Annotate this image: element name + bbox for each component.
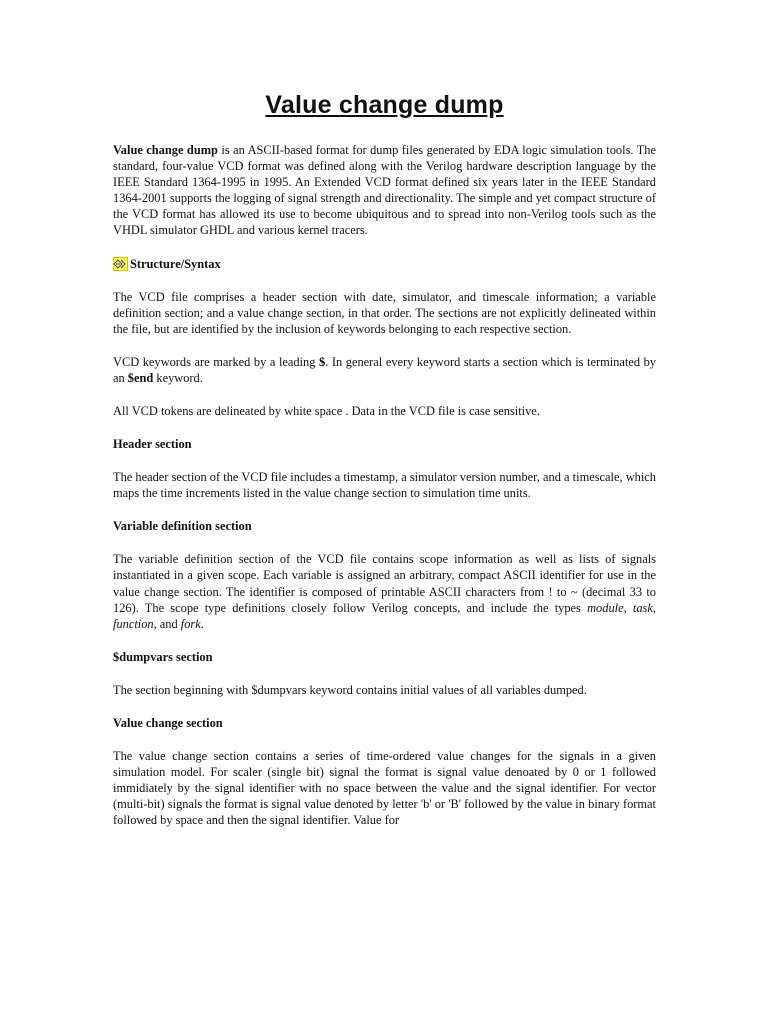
type-module: module (587, 600, 624, 615)
value-change-section-heading: Value change section (113, 715, 223, 730)
p2-end-keyword: $end (127, 370, 154, 385)
variable-section-heading: Variable definition section (113, 519, 252, 534)
type-fork: fork (180, 616, 201, 631)
sep-2: , (652, 600, 656, 615)
variable-section-paragraph (113, 551, 656, 631)
p2-text-c: keyword. (153, 370, 203, 385)
dumpvars-section-heading: $dumpvars section (113, 649, 213, 664)
sentence-end: . (200, 616, 204, 631)
intro-paragraph (113, 142, 656, 239)
type-task: task (632, 600, 653, 615)
intro-bold-lead: Value change dump (113, 143, 218, 157)
sep-3: , and (153, 616, 181, 631)
structure-heading-label: Structure/Syntax (130, 256, 221, 271)
value-change-section-paragraph: The value change section contains a series of time-ordered value changes for the signals in a given simulation model. For scaler (single bit) signal the format is signal value denoated by 0 or 1 followed immidiately by the signal identifier with no space between the value and the signal identifier. For vector (multi-bit) signals the format is signal value denoted by letter 'b' or 'B' followed by the value in binary format followed by space and then the signal identifier. Value for (113, 748, 656, 828)
structure-paragraph-3: All VCD tokens are delineated by white space . Data in the VCD file is case sensitive. (113, 404, 540, 419)
structure-paragraph-1: The VCD file comprises a header section with date, simulator, and timescale information; a variable definition section; and a value change section, in that order. The sections are not explicitly delineated within the file, but are identified by the inclusion of keywords belonging to each respective section. (113, 289, 656, 336)
p2-dollar: $ (319, 354, 326, 369)
dumpvars-section-paragraph: The section beginning with $dumpvars keyword contains initial values of all variables dumped. (113, 682, 587, 697)
structure-heading (113, 256, 656, 272)
p2-text-a: VCD keywords are marked by a leading (113, 354, 320, 369)
document-title: Value change dump (265, 91, 504, 119)
p2-text-b: . In general every keyword starts a section which is terminated by an (113, 354, 656, 385)
diamond-pointer-icon (113, 257, 128, 271)
header-section-paragraph: The header section of the VCD file includes a timestamp, a simulator version number, and a timescale, which maps the time increments listed in the value change section to simulation time units. (113, 470, 656, 501)
header-section-heading: Header section (113, 437, 192, 452)
structure-paragraph-2 (113, 354, 656, 386)
type-function: function (113, 616, 154, 631)
intro-text: is an ASCII-based format for dump files generated by EDA logic simulation tools. The standard, four-value VCD format was defined along with the Verilog hardware description language by the IEEE Standard 1364-1995 in 1995. An Extended VCD format defined six years later in the IEEE Standard 1364-2001 supports the logging of signal strength and directionality. The simple and yet compact structure of the VCD format has allowed its use to become ubiquitous and to spread into non-Verilog tools such as the VHDL simulator GHDL and various kernel tracers. (113, 143, 656, 238)
sep-1: , (623, 600, 633, 615)
variable-text: The variable definition section of the VCD file contains scope information as well as lists of signals instantiated in a given scope. Each variable is assigned an arbitrary, compact ASCII identifier for use in the value change section. The identifier is composed of printable ASCII characters from ! to ~ (decimal 33 to 126). The scope type definitions closely follow Verilog concepts, and include the types (113, 552, 656, 615)
document-page (113, 88, 656, 845)
